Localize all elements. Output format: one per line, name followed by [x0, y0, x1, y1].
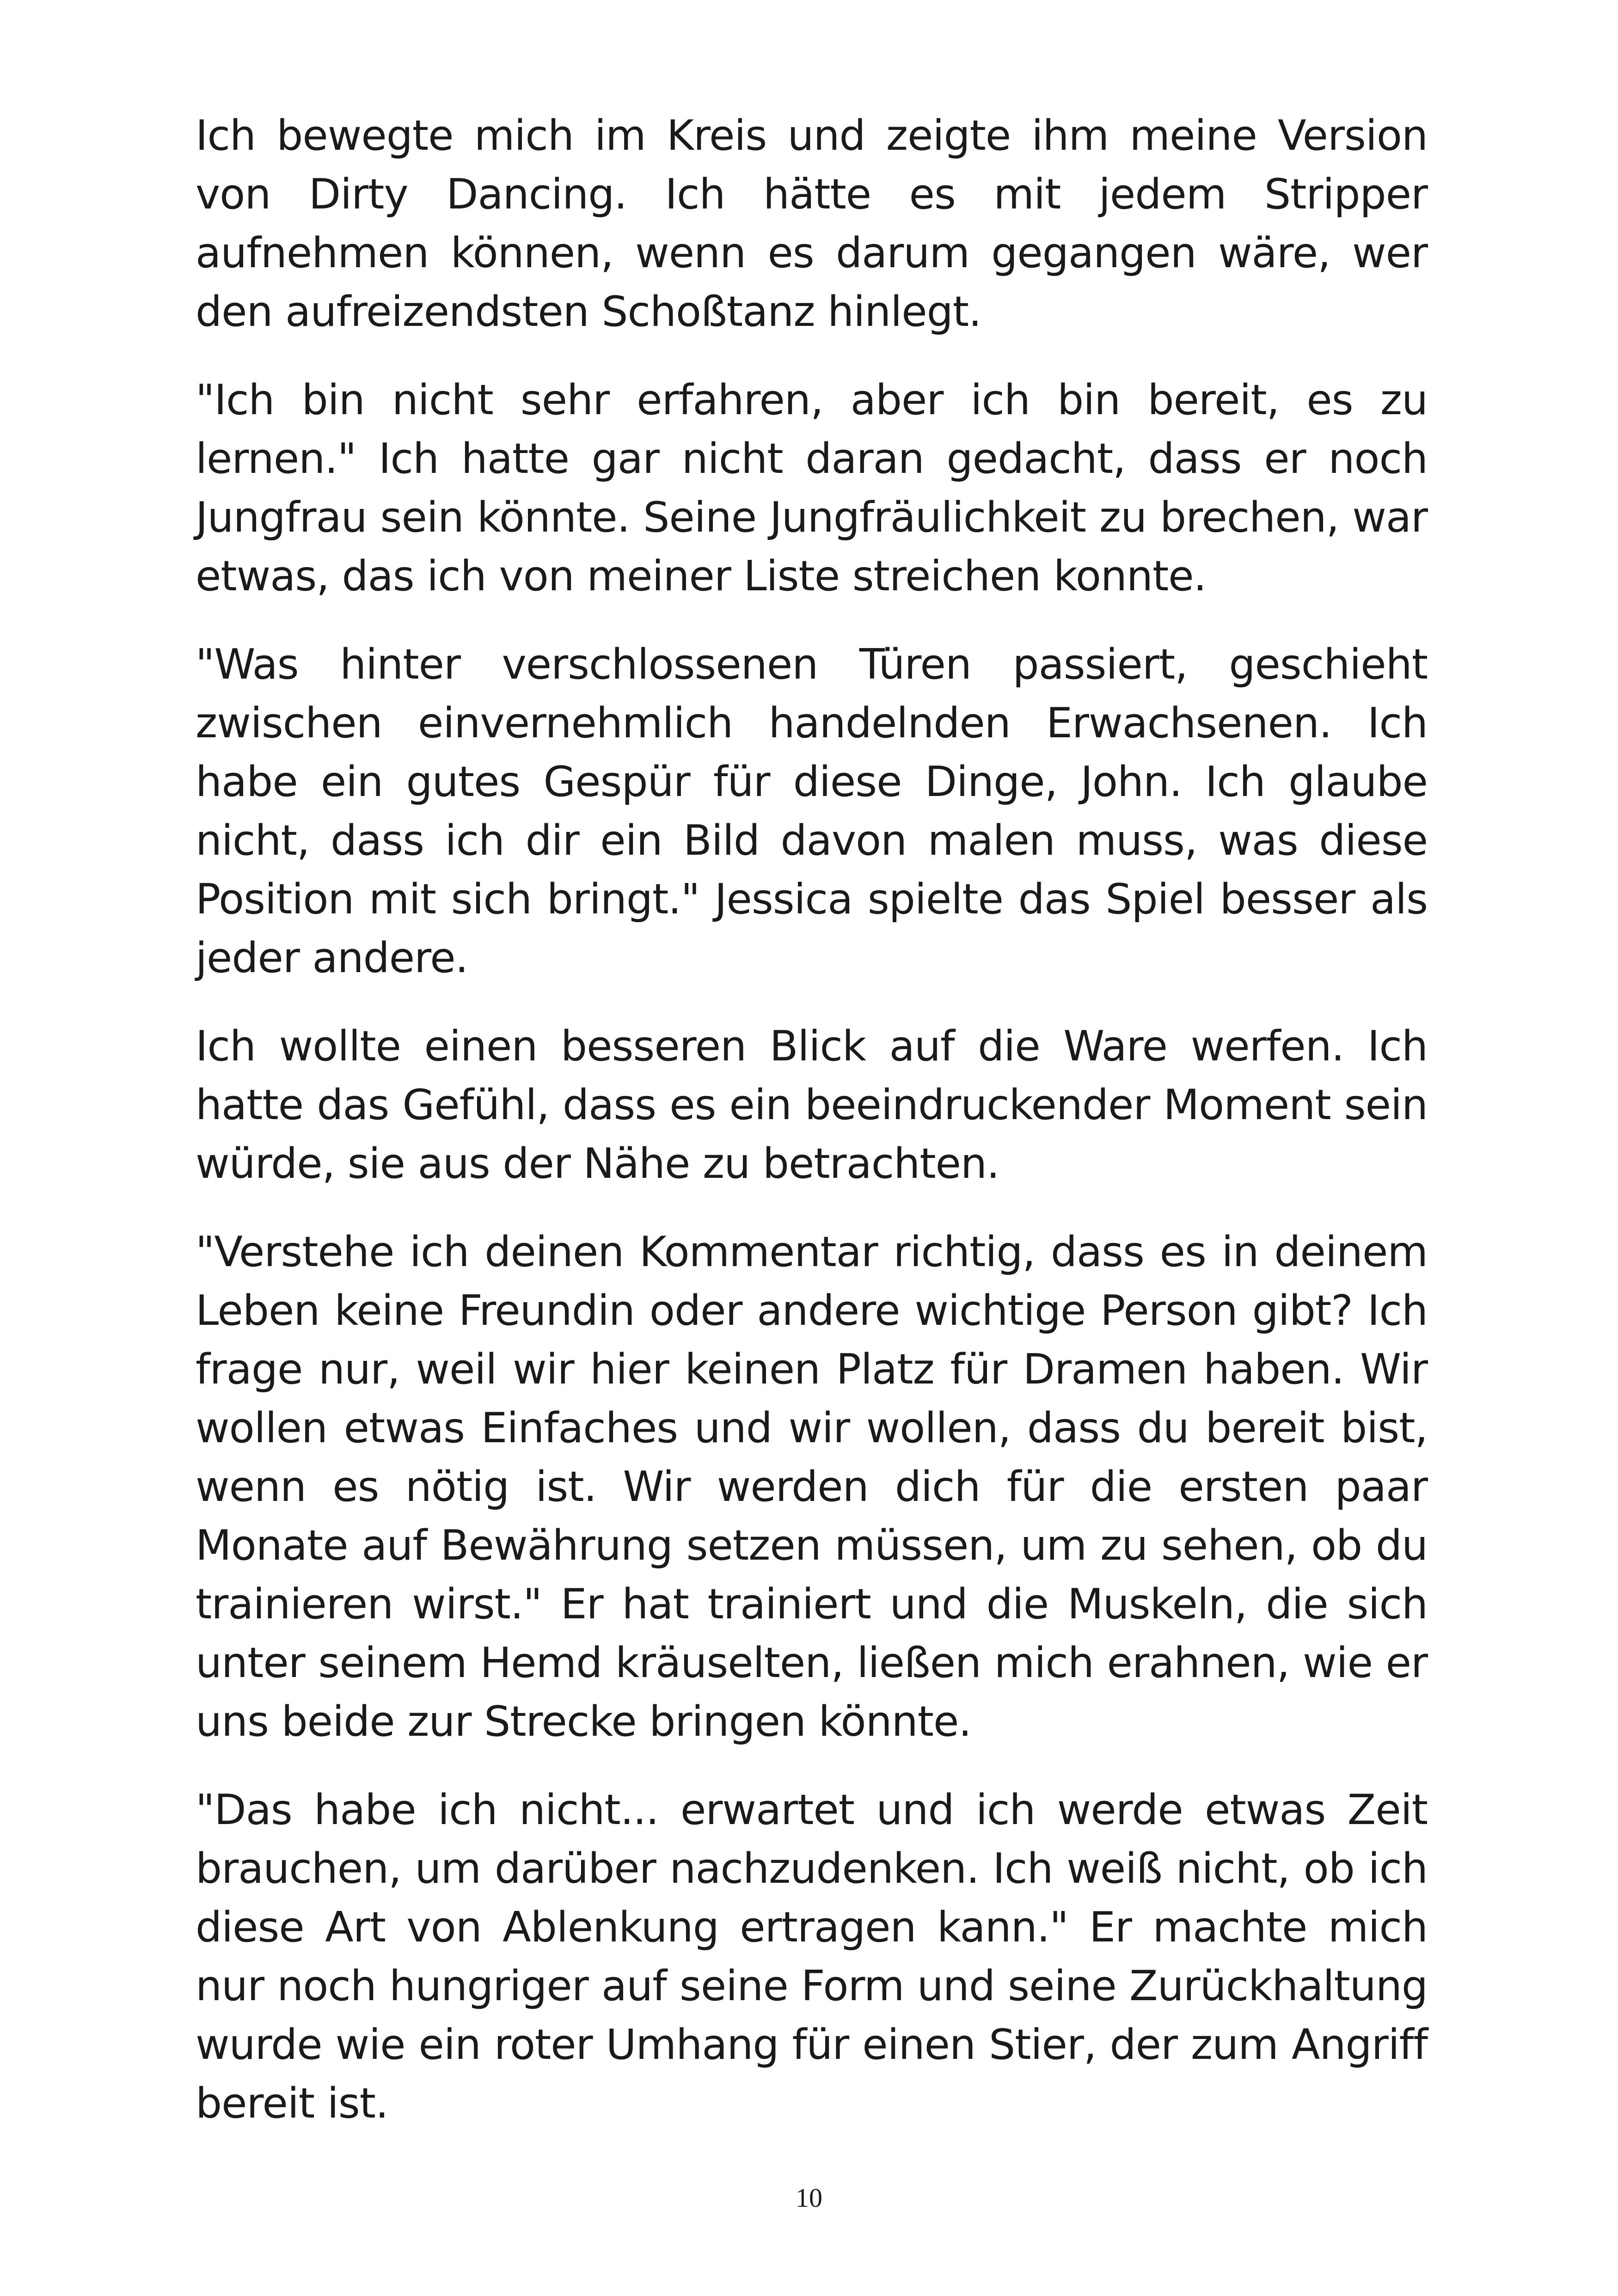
paragraph-1: Ich bewegte mich im Kreis und zeigte ihm meine Version von Dirty Dancing. Ich hätte es mit jedem Stripper aufnehmen können, wenn es darum gegangen wäre, wer den aufreizendsten Schoßtanz hinlegt.	[196, 111, 1428, 336]
paragraph-2: "Ich bin nicht sehr erfahren, aber ich bin bereit, es zu lernen." Ich hatte gar nicht daran gedacht, dass er noch Jungfrau sein könnte. Seine Jungfräulichkeit zu brechen, war etwas, das ich von meiner Liste streichen konnte.	[196, 376, 1428, 600]
body-text	[196, 106, 1428, 2162]
paragraph-4: Ich wollte einen besseren Blick auf die Ware werfen. Ich hatte das Gefühl, dass es ein beeindruckender Moment sein würde, sie aus der Nähe zu betrachten.	[196, 1022, 1428, 1188]
paragraph-5: "Verstehe ich deinen Kommentar richtig, dass es in deinem Leben keine Freundin oder andere wichtige Person gibt? Ich frage nur, weil wir hier keinen Platz für Dramen haben. Wir wollen etwas Einfaches und wir wollen, dass du bereit bist, wenn es nötig ist. Wir werden dich für die ersten paar Monate auf Bewährung setzen müssen, um zu sehen, ob du trainieren wirst." Er hat trainiert und die Muskeln, die sich unter seinem Hemd kräuselten, ließen mich erahnen, wie er uns beide zur Strecke bringen könnte.	[196, 1228, 1428, 1746]
paragraph-6: "Das habe ich nicht... erwartet und ich werde etwas Zeit brauchen, um darüber nachzudenken. Ich weiß nicht, ob ich diese Art von Ablenkung ertragen kann." Er machte mich nur noch hungriger auf seine Form und seine Zurückhaltung wurde wie ein roter Umhang für einen Stier, der zum Angriff bereit ist.	[196, 1786, 1428, 2128]
paragraph-3: "Was hinter verschlossenen Türen passiert, geschieht zwischen einvernehmlich handelnden Erwachsenen. Ich habe ein gutes Gespür für diese Dinge, John. Ich glaube nicht, dass ich dir ein Bild davon malen muss, was diese Position mit sich bringt." Jessica spielte das Spiel besser als jeder andere.	[196, 640, 1428, 982]
page-number: 10	[796, 2183, 822, 2213]
